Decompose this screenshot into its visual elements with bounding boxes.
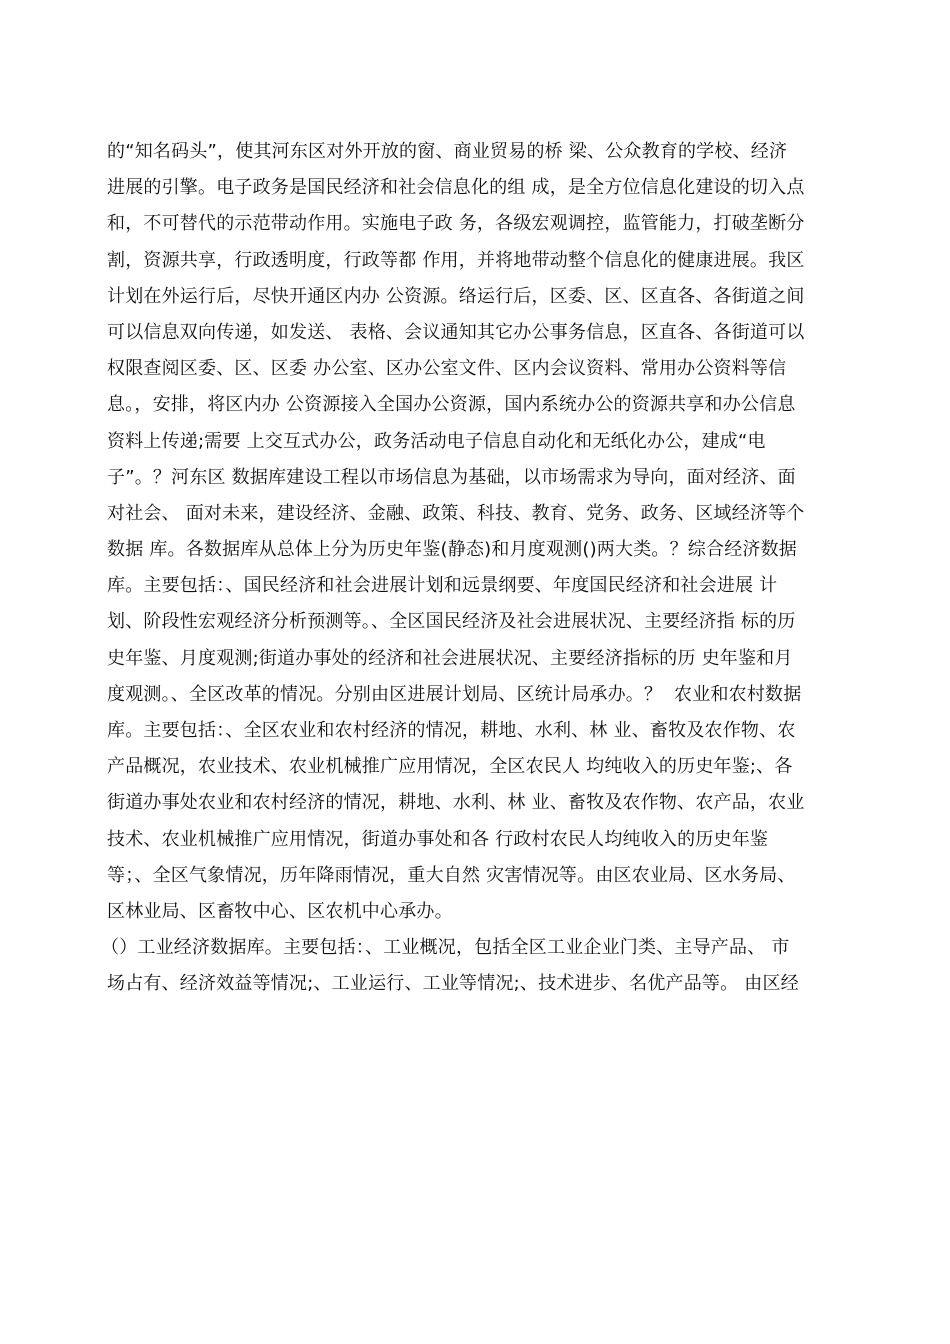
text-line: 和，不可替代的示范带动作用。实施电子政 务，各级宏观调控，监管能力，打破垄断分: [107, 213, 805, 235]
text-line: 库。主要包括：、全区农业和农村经济的情况，耕地、水利、林 业、畜牧及农作物、农: [107, 720, 796, 741]
text-line: 割，资源共享，行政透明度，行政等都 作用，并将地带动整个信息化的健康进展。我区: [107, 249, 805, 271]
text-line: 划、阶段性宏观经济分析预测等。、全区国民经济及社会进展状况、主要经济指 标的历: [107, 611, 796, 633]
text-line: 区林业局、区畜牧中心、区农机中心承办。: [107, 900, 453, 922]
body-text: [101, 134, 847, 1003]
text-line: 库。主要包括：、国民经济和社会进展计划和远景纲要、年度国民经济和社会进展 计: [107, 575, 778, 597]
text-line: 等；、全区气象情况，历年降雨情况，重大自然 灾害情况等。由区农业局、区水务局、: [107, 864, 796, 886]
text-line: 场占有、经济效益等情况;、工业运行、工业等情况;、技术进步、名优产品等。 由区经: [107, 973, 799, 995]
text-line: 可以信息双向传递，如发送、 表格、会议通知其它办公事务信息，区直各、各街道可以: [107, 321, 805, 343]
text-line: 技术、农业机械推广应用情况，街道办事处和各 行政村农民人均纯收入的历史年鉴: [107, 828, 769, 850]
text-line: 史年鉴、月度观测;街道办事处的经济和社会进展状况、主要经济指标的历 史年鉴和月: [107, 647, 793, 669]
text-line: 街道办事处农业和农村经济的情况，耕地、水利、林 业、畜牧及农作物、农产品，农业: [107, 792, 805, 814]
text-line: 产品概况，农业技术、农业机械推广应用情况，全区农民人 均纯收入的历史年鉴;、各: [107, 756, 793, 778]
text-line: 计划在外运行后，尽快开通区内办 公资源。络运行后，区委、区、区直各、各街道之间: [107, 285, 805, 307]
text-line: 息。，安排，将区内办 公资源接入全国办公资源，国内系统办公的资源共享和办公信息: [107, 394, 796, 416]
text-line: 数据 库。各数据库从总体上分为历史年鉴(静态)和月度观测()两大类。？综合经济数据: [107, 539, 798, 561]
text-line: （）工业经济数据库。主要包括：、工业概况，包括全区工业企业门类、主导产品、 市: [101, 937, 790, 959]
text-line: 资料上传递;需要 上交互式办公，政务活动电子信息自动化和无纸化办公，建成“电: [107, 430, 766, 452]
text-line: 度观测。、全区改革的情况。分别由区进展计划局、区统计局承办。？ 农业和农村数据: [107, 683, 802, 705]
text-line: 子”。？河东区 数据库建设工程以市场信息为基础，以市场需求为导向，面对经济、面: [107, 466, 796, 488]
text-line: 的“知名码头”，使其河东区对外开放的窗、商业贸易的桥 梁、公众教育的学校、经济: [107, 141, 788, 162]
text-line: 权限查阅区委、区、区委 办公室、区办公室文件、区内会议资料、常用办公资料等信: [107, 358, 787, 380]
text-line: 进展的引擎。电子政务是国民经济和社会信息化的组 成，是全方位信息化建设的切入点: [107, 177, 805, 199]
text-line: 对社会、 面对未来，建设经济、金融、政策、科技、教育、党务、政务、区域经济等个: [107, 502, 805, 524]
